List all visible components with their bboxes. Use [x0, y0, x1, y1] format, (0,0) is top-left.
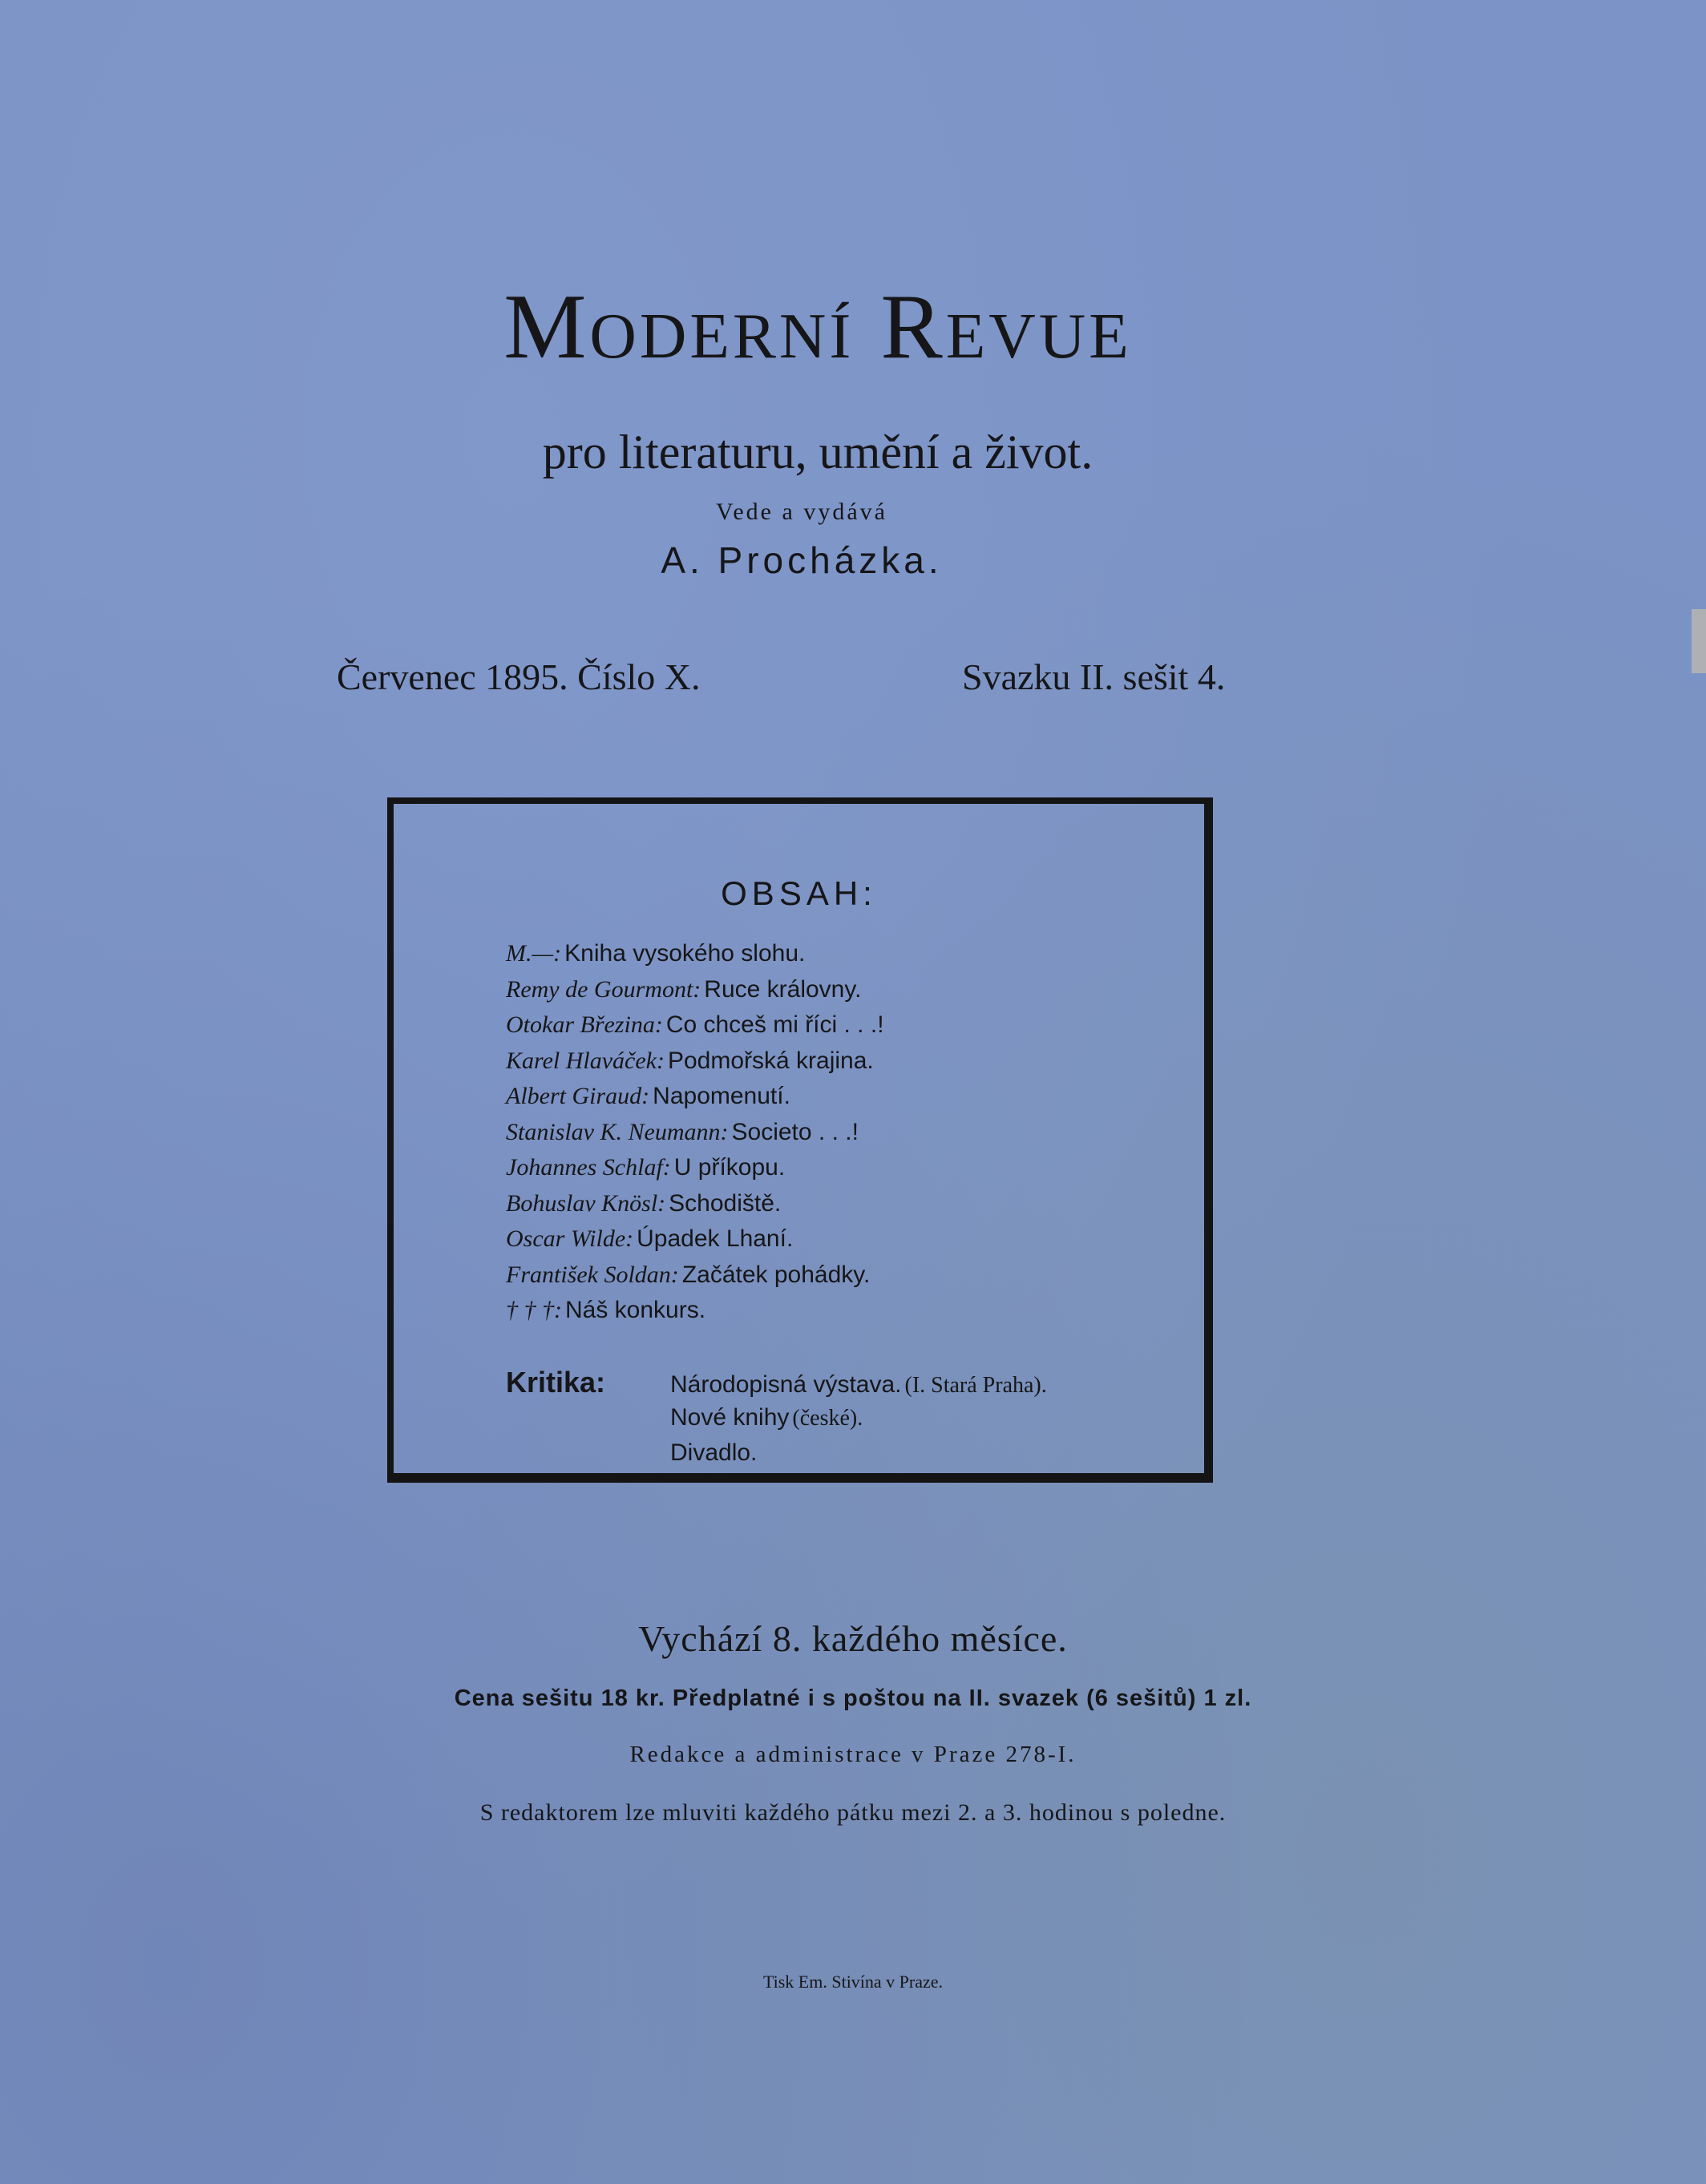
- toc-author: Albert Giraud:: [506, 1083, 650, 1109]
- toc-entry: [506, 936, 884, 972]
- toc-entry: [506, 972, 884, 1008]
- toc-work: Napomenutí.: [653, 1083, 790, 1109]
- toc-work: Ruce královny.: [704, 975, 862, 1003]
- editor-hours: S redaktorem lze mluviti každého pátku mezi 2. a 3. hodinou s poledne.: [479, 1799, 1227, 1826]
- toc-entry: [506, 1150, 884, 1186]
- kritika-entry: [506, 1435, 1047, 1471]
- toc-entry: [506, 1293, 884, 1329]
- toc-heading: OBSAH:: [721, 874, 877, 912]
- toc-entry: [506, 1221, 884, 1258]
- toc-author: M.—:: [506, 940, 562, 967]
- toc-entry: [506, 1186, 884, 1222]
- toc-entry: [506, 1115, 884, 1151]
- publication-frequency: Vychází 8. každého měsíce.: [638, 1618, 1068, 1659]
- toc-work: Náš konkurs.: [565, 1297, 706, 1323]
- office-address: Redakce a administrace v Praze 278-I.: [629, 1742, 1077, 1767]
- toc-work: Úpadek Lhaní.: [637, 1225, 794, 1252]
- editor-label: Vede a vydává: [716, 499, 887, 525]
- toc-work: U příkopu.: [673, 1154, 786, 1181]
- toc-work: Schodiště.: [669, 1189, 782, 1217]
- toc-entry: [506, 1258, 884, 1294]
- printer-imprint: Tisk Em. Stivína v Praze.: [762, 1972, 944, 1992]
- kritika-note: (I. Stará Praha).: [904, 1373, 1047, 1398]
- kritika-note: (české).: [792, 1406, 863, 1431]
- toc-work: Co chceš mi říci . . .!: [665, 1011, 884, 1038]
- kritika-title: Národopisná výstava.: [670, 1371, 902, 1398]
- toc-author: František Soldan:: [506, 1261, 679, 1288]
- toc-author: Otokar Březina:: [506, 1011, 663, 1038]
- issue-date-number: Červenec 1895. Číslo X.: [337, 656, 701, 697]
- journal-subtitle: pro literaturu, umění a život.: [542, 426, 1094, 478]
- kritika-title: Divadlo.: [670, 1439, 758, 1466]
- price-line: Cena sešitu 18 kr. Předplatné i s poštou na II. svazek (6 sešitů) 1 zl.: [454, 1685, 1252, 1711]
- toc-author: † † †:: [506, 1297, 562, 1323]
- kritika-title: Nové knihy: [670, 1404, 790, 1431]
- toc-list: [506, 936, 884, 1329]
- editor-name: A. Procházka.: [661, 539, 943, 581]
- toc-work: Začátek pohádky.: [681, 1261, 871, 1288]
- table-of-contents-box: [387, 797, 1213, 1483]
- toc-author: Bohuslav Knösl:: [506, 1189, 666, 1217]
- kritika-label: Kritika:: [506, 1366, 606, 1399]
- toc-author: Oscar Wilde:: [506, 1225, 634, 1252]
- toc-author: Karel Hlaváček:: [506, 1047, 665, 1074]
- toc-work: Societo . . .!: [731, 1118, 859, 1145]
- kritika-entry: [506, 1400, 1047, 1435]
- kritika-entry: [506, 1365, 1047, 1400]
- toc-entry: [506, 1079, 884, 1115]
- toc-author: Stanislav K. Neumann:: [506, 1118, 729, 1145]
- toc-work: Kniha vysokého slohu.: [564, 940, 806, 967]
- kritika-section: [506, 1365, 1047, 1471]
- journal-title: Moderní Revue: [503, 276, 1132, 378]
- toc-author: Remy de Gourmont:: [506, 975, 701, 1003]
- toc-author: Johannes Schlaf:: [506, 1154, 671, 1181]
- toc-work: Podmořská krajina.: [667, 1047, 874, 1074]
- volume-part: Svazku II. sešit 4.: [962, 656, 1226, 697]
- toc-entry: [506, 1044, 884, 1080]
- paper-edge-damage: [1692, 609, 1706, 673]
- toc-entry: [506, 1007, 884, 1044]
